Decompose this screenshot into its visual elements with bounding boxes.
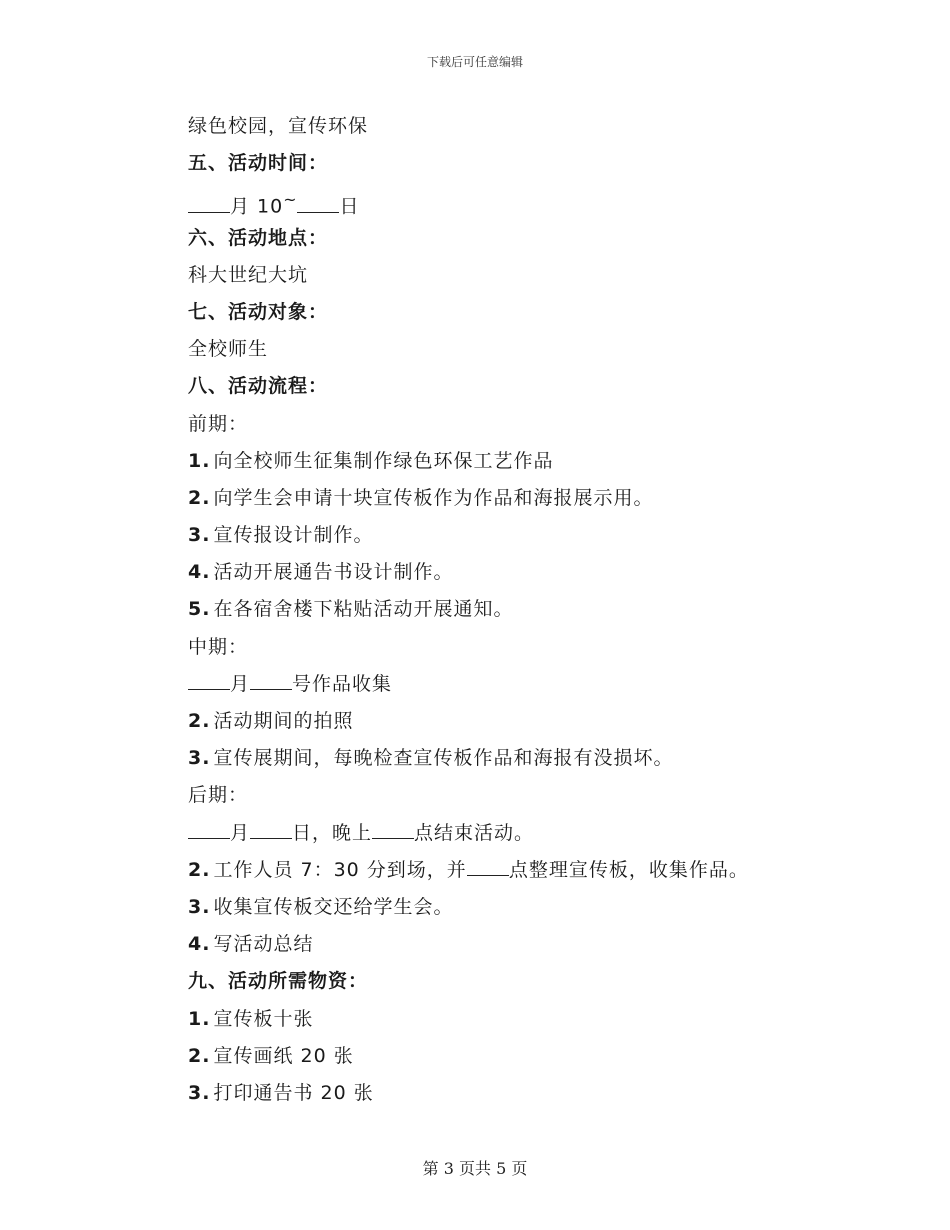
section-heading-supplies: 九、活动所需物资：: [188, 970, 369, 993]
fill-blank: [297, 194, 339, 213]
list-item: [188, 1042, 828, 1079]
section-heading-time: 五、活动时间：: [188, 152, 329, 175]
text-fragment: 月: [230, 672, 251, 695]
list-item: [188, 484, 828, 521]
document-body: [188, 112, 828, 1116]
list-item: [188, 893, 828, 930]
list-item: [188, 595, 828, 632]
fill-blank: [250, 820, 292, 839]
item-text: 活动开展通告书设计制作。: [213, 561, 454, 584]
item-text: 打印通告书 20 张: [213, 1081, 374, 1104]
list-item: [188, 670, 828, 707]
item-number: 5.: [188, 598, 211, 621]
list-item: [188, 447, 828, 484]
item-number: 2.: [188, 858, 211, 881]
text-fragment: 月 10: [230, 195, 284, 218]
item-text: 宣传板十张: [213, 1007, 314, 1030]
item-number: 4.: [188, 561, 211, 584]
text-fragment: ~: [283, 190, 298, 210]
item-number: 3.: [188, 1081, 211, 1104]
item-number: 3.: [188, 895, 211, 918]
item-text: 向全校师生征集制作绿色环保工艺作品: [213, 449, 554, 472]
list-item: [188, 819, 828, 856]
phase-label: 中期：: [188, 635, 249, 658]
item-number: 1.: [188, 1007, 211, 1030]
item-number: 3.: [188, 747, 211, 770]
list-item: [188, 930, 828, 967]
item-number: 2.: [188, 486, 211, 509]
item-text: 宣传画纸 20 张: [213, 1044, 354, 1067]
item-number: 1.: [188, 449, 211, 472]
fill-blank: [188, 194, 230, 213]
item-text: 在各宿舍楼下粘贴活动开展通知。: [213, 598, 514, 621]
item-number: 3.: [188, 524, 211, 547]
phase-label: 后期：: [188, 784, 249, 807]
section-heading-location: 六、活动地点：: [188, 226, 329, 249]
fill-blank: [372, 820, 414, 839]
list-item: [188, 856, 828, 893]
fill-blank: [188, 671, 230, 690]
text-fragment: 日: [339, 195, 360, 218]
item-text: 向学生会申请十块宣传板作为作品和海报展示用。: [213, 486, 654, 509]
text-fragment: 日，晚上: [292, 821, 373, 844]
item-text: 宣传报设计制作。: [213, 524, 374, 547]
item-text: 活动期间的拍照: [213, 710, 354, 732]
section-heading-audience: 七、活动对象：: [188, 300, 329, 323]
text-line: 全校师生: [188, 338, 269, 361]
page-header: 下载后可任意编辑: [426, 55, 523, 69]
text-line-date: [188, 186, 828, 223]
item-text: 工作人员 7：30 分到场，并: [213, 858, 467, 881]
item-number: 2.: [188, 710, 211, 732]
item-number: 2.: [188, 1044, 211, 1067]
list-item: [188, 707, 828, 744]
item-text: 点整理宣传板，收集作品。: [508, 858, 749, 881]
text-fragment: 点结束活动。: [414, 821, 535, 844]
text-line: 绿色校园，宣传环保: [188, 115, 369, 137]
list-item: [188, 558, 828, 595]
phase-label: 前期：: [188, 412, 249, 435]
item-text: 收集宣传板交还给学生会。: [213, 895, 454, 918]
item-text: 写活动总结: [213, 933, 314, 956]
page-number-footer: 第 3 页共 5 页: [422, 1159, 528, 1178]
list-item: [188, 1079, 828, 1116]
list-item: [188, 521, 828, 558]
text-fragment: 月: [230, 821, 251, 844]
text-line: 科大世纪大坑: [188, 263, 309, 286]
item-number: 4.: [188, 933, 211, 956]
list-item: [188, 1005, 828, 1042]
fill-blank: [188, 820, 230, 839]
list-item: [188, 744, 828, 781]
fill-blank: [467, 857, 509, 876]
item-text: 宣传展期间，每晚检查宣传板作品和海报有没损坏。: [213, 747, 674, 770]
fill-blank: [250, 671, 292, 690]
text-fragment: 号作品收集: [292, 672, 393, 695]
section-heading-process: 八、活动流程：: [188, 375, 329, 398]
